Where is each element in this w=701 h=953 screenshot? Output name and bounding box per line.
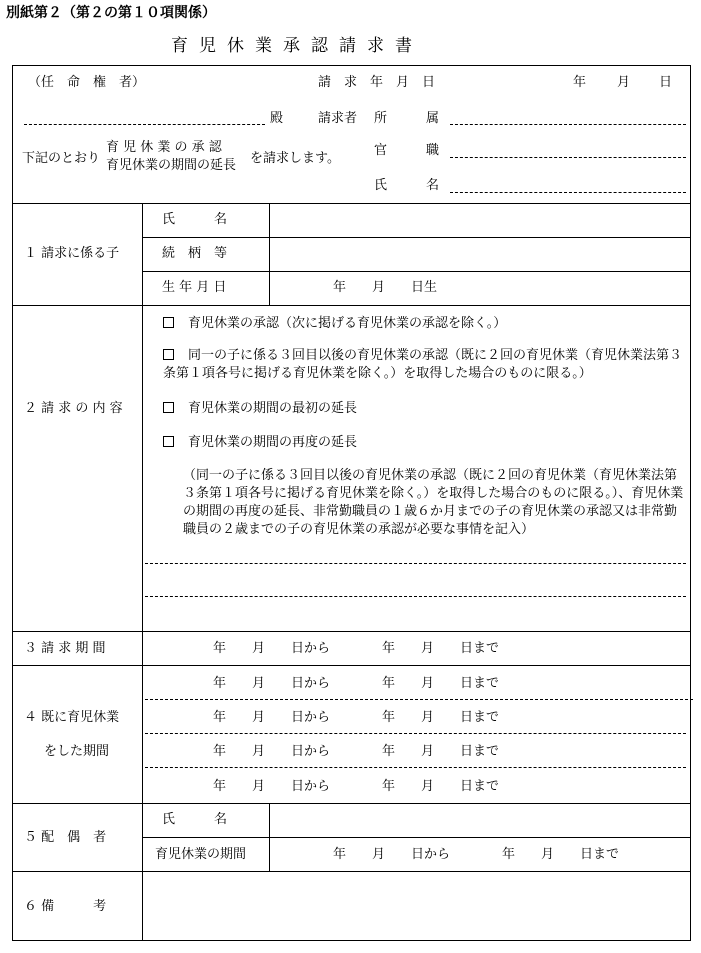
- checkbox-icon[interactable]: [163, 349, 174, 360]
- prior-leave-period-1[interactable]: 年 月 日から 年 月 日まで: [213, 676, 500, 691]
- name-field[interactable]: [450, 192, 686, 193]
- document-reference: 別紙第２（第２の第１０項関係）: [6, 5, 216, 21]
- prior-leave-period-4[interactable]: 年 月 日から 年 月 日まで: [213, 779, 500, 794]
- request-date-day: 日: [659, 75, 673, 90]
- section1-row-line-1: [142, 237, 691, 238]
- section1-row-line-2: [142, 271, 691, 272]
- prior-leave-divider-3: [145, 767, 686, 768]
- request-option-approval[interactable]: 育児休業の承認（次に掲げる育児休業の承認を除く。）: [163, 317, 506, 330]
- official-field[interactable]: [450, 157, 686, 158]
- request-date-year: 年: [573, 75, 587, 90]
- section5-row-line: [142, 837, 691, 838]
- prior-leave-divider-1: [145, 699, 693, 700]
- section3-label: ３ 請 求 期 間: [24, 641, 106, 656]
- document-title: 育児休業承認請求書: [171, 36, 423, 56]
- child-birthdate-format: 年 月 日生: [333, 280, 438, 295]
- checkbox-icon[interactable]: [163, 436, 174, 447]
- prior-leave-period-3[interactable]: 年 月 日から 年 月 日まで: [213, 744, 500, 759]
- request-date-month: 月: [617, 75, 631, 90]
- checkbox-icon[interactable]: [163, 317, 174, 328]
- statement-option-approval: 育 児 休 業 の 承 認: [106, 140, 222, 155]
- spouse-name-label: 氏 名: [162, 812, 228, 827]
- child-relationship-label: 続 柄 等: [162, 246, 228, 261]
- section4-label-line2: をした期間: [44, 744, 110, 759]
- separator-section2: [12, 305, 691, 306]
- checkbox-icon[interactable]: [163, 402, 174, 413]
- separator-section5: [12, 803, 691, 804]
- frame-left: [12, 65, 13, 940]
- child-name-label: 氏 名: [162, 212, 228, 227]
- circumstances-note: （同一の子に係る３回目以後の育児休業の承認（既に２回の育児休業（育児休業法第３条第１項各号に掲げる育児休業を除く。）を取得した場合のものに限る。）、育児休業の期間の再度の延長、非常勤職員の１歳６か月までの子の育児休業の承認又は非常勤職員の２歳までの子の育児休業の承認が必要な事情を記入）: [183, 468, 684, 537]
- separator-section6: [12, 871, 691, 872]
- official-label: 官 職: [374, 143, 440, 158]
- remarks-field[interactable]: [144, 873, 689, 939]
- request-date-label: 請 求 年 月 日: [318, 75, 436, 90]
- section4-label-line1: ４ 既に育児休業: [24, 710, 120, 725]
- dono-label: 殿: [270, 111, 284, 126]
- request-option-first-extension[interactable]: 育児休業の期間の最初の延長: [163, 402, 357, 415]
- frame-bottom: [12, 940, 691, 941]
- separator-section3: [12, 631, 691, 632]
- spouse-leave-period[interactable]: 年 月 日から 年 月 日まで: [333, 847, 620, 862]
- frame-right: [690, 65, 691, 940]
- separator-section4: [12, 665, 691, 666]
- section5-label: ５ 配 偶 者: [24, 830, 107, 845]
- requester-label: 請求者: [318, 111, 358, 126]
- label-column-divider: [142, 203, 143, 940]
- section1-inner-divider: [269, 203, 270, 305]
- statement-prefix: 下記のとおり: [22, 151, 101, 166]
- section1-label: １ 請求に係る子: [24, 246, 120, 261]
- name-label: 氏 名: [374, 178, 440, 193]
- affiliation-label: 所 属: [374, 111, 440, 126]
- appointer-label: （任 命 権 者）: [28, 75, 146, 90]
- request-option-third-approval[interactable]: 同一の子に係る３回目以後の育児休業の承認（既に２回の育児休業（育児休業法第３条第１項各号に掲げる育児休業を除く。）を取得した場合のものに限る。）: [163, 348, 683, 381]
- statement-option-extension: 育児休業の期間の延長: [106, 158, 237, 173]
- child-birthdate-label: 生 年 月 日: [162, 280, 227, 295]
- prior-leave-period-2[interactable]: 年 月 日から 年 月 日まで: [213, 710, 500, 725]
- separator-section1: [12, 203, 691, 204]
- prior-leave-divider-2: [145, 733, 686, 734]
- section6-label: ６ 備 考: [24, 899, 107, 914]
- appointer-name-line[interactable]: [24, 124, 265, 125]
- spouse-leave-period-label: 育児休業の期間: [155, 847, 247, 862]
- request-option-second-extension[interactable]: 育児休業の期間の再度の延長: [163, 436, 357, 449]
- circumstances-line-1[interactable]: [145, 563, 686, 564]
- circumstances-line-2[interactable]: [145, 596, 686, 597]
- statement-suffix: を請求します。: [250, 151, 340, 166]
- frame-top: [12, 65, 691, 66]
- request-period[interactable]: 年 月 日から 年 月 日まで: [213, 641, 500, 656]
- section2-label: ２ 請 求 の 内 容: [24, 401, 123, 416]
- affiliation-field[interactable]: [450, 124, 686, 125]
